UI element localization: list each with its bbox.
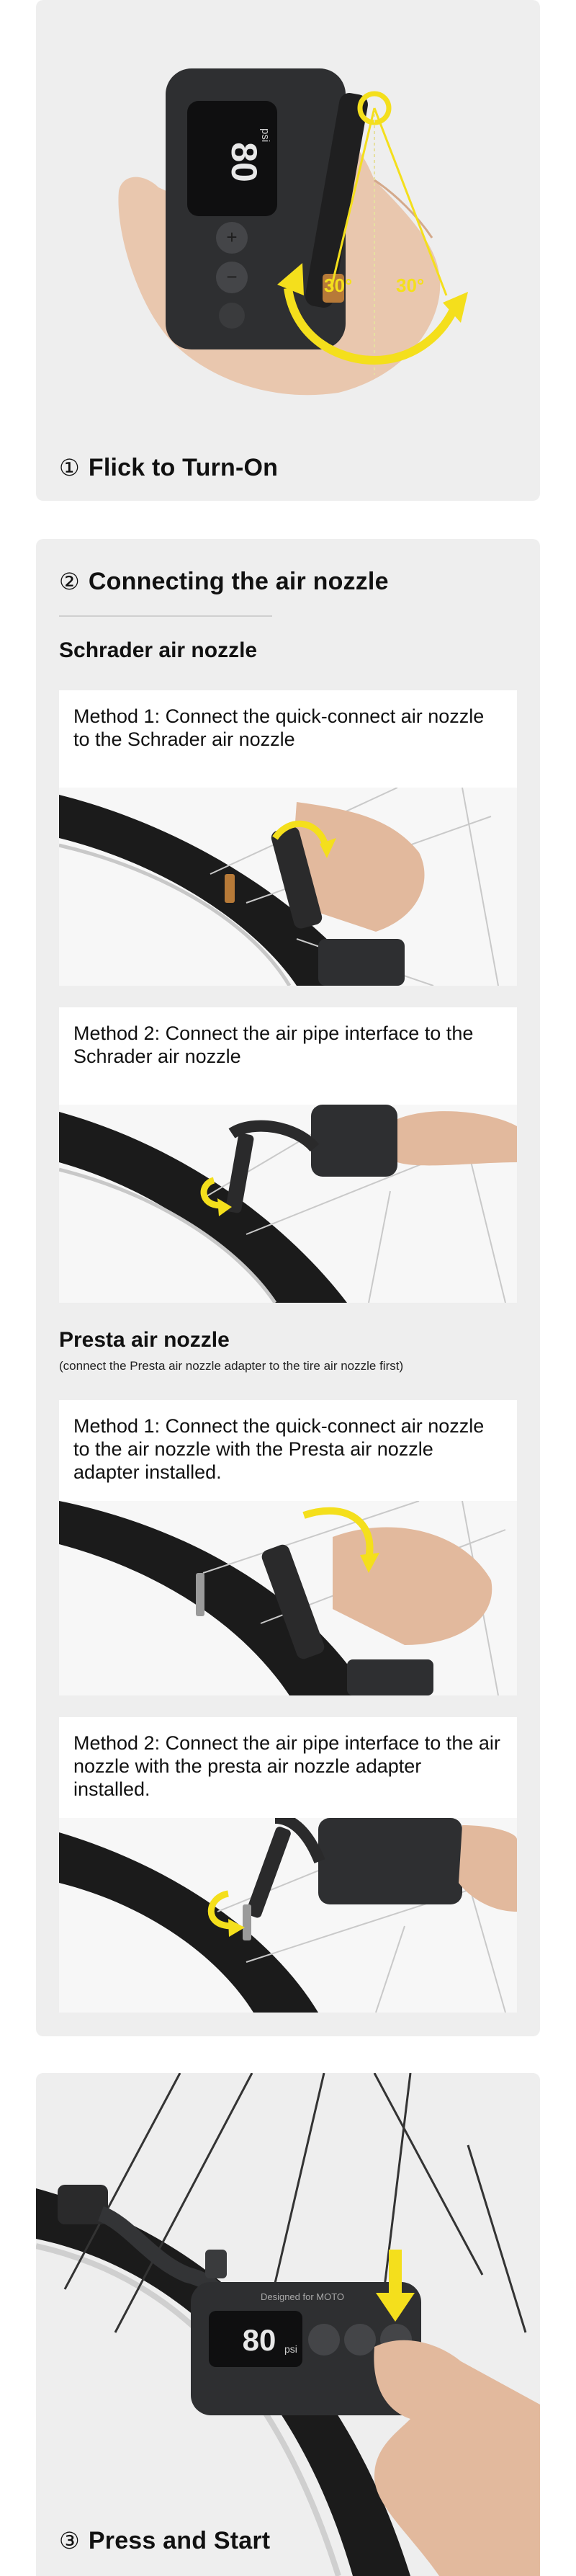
lcd-unit: psi bbox=[259, 128, 271, 143]
hand bbox=[397, 1111, 517, 1165]
presta-method-2-text: Method 2: Connect the air pipe interface to the air nozzle with the presta air nozzle adapter installed. bbox=[73, 1732, 500, 1800]
presta-note: (connect the Presta air nozzle adapter to the tire air nozzle first) bbox=[59, 1359, 404, 1373]
angle-right-label: 30° bbox=[396, 275, 425, 296]
pump-device bbox=[311, 1105, 397, 1177]
schrader-method-1-text: Method 1: Connect the quick-connect air nozzle to the Schrader air nozzle bbox=[73, 705, 485, 750]
schrader-method-1-card bbox=[59, 690, 517, 986]
presta-valve bbox=[243, 1904, 251, 1940]
step-3-title bbox=[59, 2527, 270, 2555]
step-2-title bbox=[59, 568, 389, 596]
divider bbox=[59, 615, 272, 617]
schrader-method-2-card bbox=[59, 1007, 517, 1303]
presta-method-2-card bbox=[59, 1717, 517, 2013]
pump-device bbox=[318, 1818, 462, 1904]
step-number: ① bbox=[59, 455, 80, 481]
brand-label: Designed for MOTO bbox=[260, 2291, 345, 2302]
svg-text:+: + bbox=[226, 226, 238, 248]
presta-method-1-card bbox=[59, 1400, 517, 1695]
turn-on-illustration bbox=[36, 0, 540, 501]
presta-valve bbox=[196, 1573, 204, 1616]
schrader-method-1-photo bbox=[59, 788, 517, 986]
light-icon bbox=[219, 303, 245, 329]
plus-icon-button bbox=[308, 2324, 340, 2356]
angle-left-label: 30° bbox=[324, 275, 353, 296]
schrader-heading: Schrader air nozzle bbox=[59, 638, 258, 662]
presta-method-1-text: Method 1: Connect the quick-connect air nozzle to the air nozzle with the Presta air nozzle adapter installed. bbox=[73, 1415, 485, 1483]
step-number: ③ bbox=[59, 2528, 80, 2554]
press-arrow bbox=[389, 2250, 402, 2296]
lcd-reading: 80 bbox=[242, 2323, 276, 2357]
svg-text:−: − bbox=[226, 266, 238, 288]
presta-method-2-photo bbox=[59, 1818, 517, 2013]
step-3-title-text: Press and Start bbox=[88, 2527, 271, 2554]
presta-heading: Presta air nozzle bbox=[59, 1328, 230, 1352]
step-1-title bbox=[59, 454, 278, 482]
lcd-unit: psi bbox=[284, 2343, 297, 2355]
step-2-title-text: Connecting the air nozzle bbox=[88, 568, 389, 595]
minus-icon-button bbox=[344, 2324, 376, 2356]
valve bbox=[225, 874, 235, 903]
schrader-method-2-text: Method 2: Connect the air pipe interface to the Schrader air nozzle bbox=[73, 1022, 474, 1067]
presta-method-1-photo bbox=[59, 1501, 517, 1695]
press-start-illustration bbox=[36, 2073, 540, 2576]
lcd-reading: 80 bbox=[224, 142, 264, 182]
step-2-panel bbox=[36, 539, 540, 2036]
step-3-panel bbox=[36, 2073, 540, 2576]
pump-device bbox=[347, 1659, 433, 1695]
step-number: ② bbox=[59, 569, 80, 594]
pump-device bbox=[318, 939, 405, 986]
schrader-method-2-photo bbox=[59, 1105, 517, 1303]
step-1-title-text: Flick to Turn-On bbox=[88, 454, 279, 481]
step-1-panel bbox=[36, 0, 540, 501]
